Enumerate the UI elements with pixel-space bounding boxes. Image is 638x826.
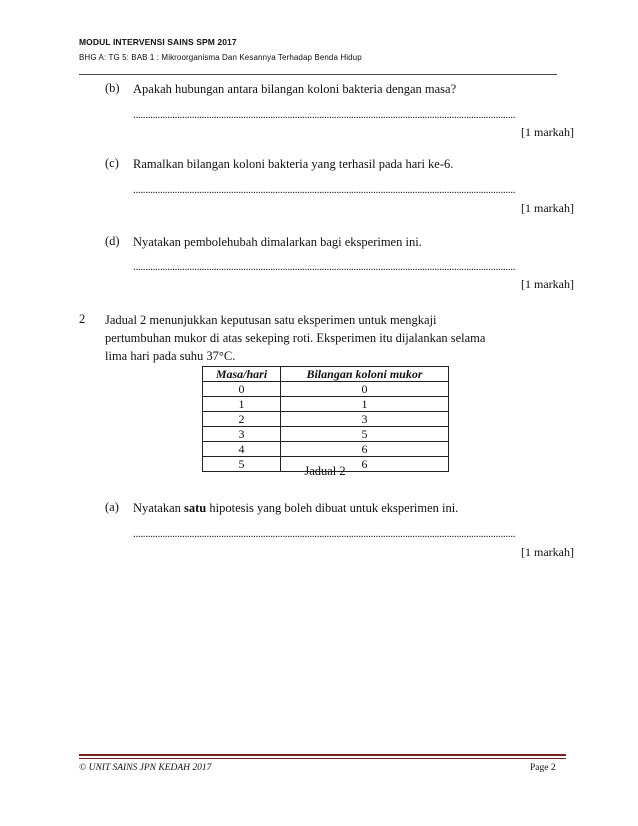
marks-2a: [1 markah] bbox=[521, 545, 574, 559]
table-row bbox=[203, 442, 449, 457]
table-header-row bbox=[203, 367, 449, 382]
marks-d: [1 markah] bbox=[521, 277, 574, 291]
table-cell-time: 2 bbox=[203, 412, 281, 427]
question-2a-text-after: hipotesis yang boleh dibuat untuk eksperimen ini. bbox=[206, 501, 459, 515]
question-d-label: (d) bbox=[105, 234, 120, 248]
table-cell-colonies: 5 bbox=[281, 427, 449, 442]
question-b-text: Apakah hubungan antara bilangan koloni bakteria dengan masa? bbox=[133, 82, 457, 96]
table-cell-time: 3 bbox=[203, 427, 281, 442]
question-d-text: Nyatakan pembolehubah dimalarkan bagi eksperimen ini. bbox=[133, 235, 422, 249]
table-cell-colonies: 1 bbox=[281, 397, 449, 412]
marks-b: [1 markah] bbox=[521, 125, 574, 139]
table-cell-time: 1 bbox=[203, 397, 281, 412]
table-cell-time: 5 bbox=[203, 457, 281, 472]
table-row bbox=[203, 427, 449, 442]
question-2-number: 2 bbox=[79, 312, 86, 326]
question-2-text: Jadual 2 menunjukkan keputusan satu eksperimen untuk mengkaji pertumbuhan mukor di atas sekeping roti. Eksperimen itu dijalankan selama lima hari pada suhu 37°C. bbox=[105, 313, 486, 363]
table-cell-colonies: 3 bbox=[281, 412, 449, 427]
header-divider bbox=[79, 74, 557, 75]
question-b-label: (b) bbox=[105, 81, 120, 95]
question-2a-text bbox=[133, 499, 573, 517]
table-cell-colonies: 0 bbox=[281, 382, 449, 397]
question-2a-text-before: Nyatakan bbox=[133, 501, 185, 515]
results-table bbox=[202, 366, 449, 472]
footer-divider-thin bbox=[79, 758, 566, 759]
table-cell-time: 0 bbox=[203, 382, 281, 397]
question-c-text: Ramalkan bilangan koloni bakteria yang terhasil pada hari ke-6. bbox=[133, 157, 454, 171]
marks-c: [1 markah] bbox=[521, 201, 574, 215]
page-number: Page 2 bbox=[530, 763, 556, 773]
question-2a-emphasis: satu bbox=[184, 501, 207, 515]
table-caption: Jadual 2 bbox=[304, 464, 346, 478]
answer-line-c[interactable]: ............................................................................................................................................................ bbox=[133, 184, 516, 196]
answer-line-b[interactable]: ............................................................................................................................................................ bbox=[133, 109, 516, 121]
table-header-colonies: Bilangan koloni mukor bbox=[281, 367, 449, 382]
table-cell-time: 4 bbox=[203, 442, 281, 457]
table-row bbox=[203, 382, 449, 397]
table-row bbox=[203, 397, 449, 412]
answer-line-d[interactable]: ............................................................................................................................................................ bbox=[133, 261, 516, 273]
chapter-subtitle: BHG A: TG 5: BAB 1 : Mikroorganisma Dan Kesannya Terhadap Benda Hidup bbox=[79, 53, 362, 62]
footer-divider bbox=[79, 754, 566, 756]
table-header-time: Masa/hari bbox=[203, 367, 281, 382]
footer-copyright: © UNIT SAINS JPN KEDAH 2017 bbox=[79, 763, 212, 773]
question-2a-label: (a) bbox=[105, 500, 119, 514]
table-row bbox=[203, 412, 449, 427]
answer-line-2a[interactable]: ............................................................................................................................................................ bbox=[133, 528, 516, 540]
table-cell-colonies: 6 bbox=[281, 457, 449, 472]
question-c-label: (c) bbox=[105, 156, 119, 170]
module-title: MODUL INTERVENSI SAINS SPM 2017 bbox=[79, 37, 237, 47]
table-cell-colonies: 6 bbox=[281, 442, 449, 457]
